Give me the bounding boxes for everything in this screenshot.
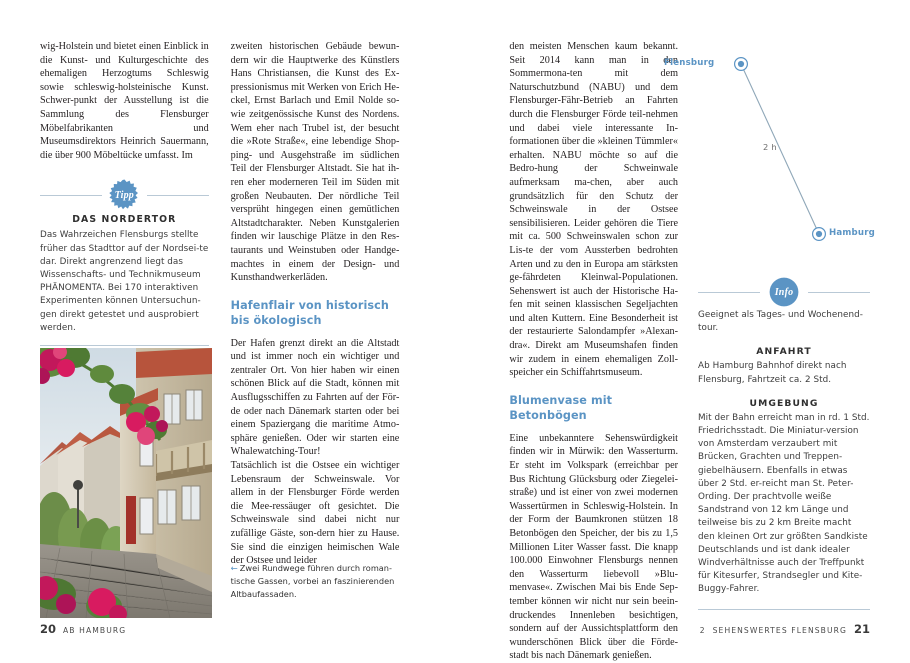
- col1-paragraph: wig-Holstein und bietet einen Einblick in die Kunst- und Kulturgeschichte des ehemaligen Herzogtums Schleswig sowie schleswig-holsteinische Kunst. Schwer-punkt der Ausstellung ist die Sammlung des Flensburger Möbelfabrikanten und Museumsdirektors Heinrich Sauermann, die über 900 Möbeltücke umfasst. Im: [40, 41, 209, 161]
- street-photo: [40, 348, 212, 618]
- info-intro-text: Geeignet als Tages- und Wochenend-tour.: [698, 310, 863, 334]
- route-map: [664, 44, 876, 249]
- destination-marker: [813, 228, 826, 241]
- route-map-graphic: [698, 44, 870, 249]
- tipp-badge-label: Tipp: [114, 189, 134, 201]
- route-duration-label: 2 h: [763, 142, 777, 152]
- column-one: [40, 40, 209, 608]
- chapter-number: 2: [699, 626, 706, 635]
- footer-left: [40, 622, 126, 636]
- tipp-box-title: DAS NORDERTOR: [72, 214, 177, 226]
- col3-paragraph-1: den meisten Menschen kaum bekannt. Seit 2014 kann man in den Sommermona-ten mit dem Naturschutzbund (NABU) und dem Flensburger-Fähr-Betrieb an Fahrten durch die Flensburger Förde teil-nehmen und dabei viele interessante In-formationen über die »kleinen Tümmler« erhalten. NABU möchte so auf die Bedro-hung der Schweinwale aufmerksam ma-chen, aber auch grundsätzlich für den Schutz der Schweinswale in der Ostsee sensibilisieren. Leider gehören die Tiere mit ca. 500 Schweinswalen schon zur Lis-te der vom Aussterben bedrohten Arten und zu den in Europa am stärksten ge-fährdeten Kleinwal-Populationen. Sehenswert ist auch der Historische Ha-fen mit seinen klassischen Segeljachten und alten Kuttern. Eine Besonderheit ist der restaurierte Salondampfer »Alexan-dra«. Direkt am Museumshafen finden wir zudem in einem ehemaligen Zoll-speicher ein Schiffahrtsmuseum.: [509, 41, 679, 379]
- runhead-left: AB HAMBURG: [63, 626, 127, 635]
- col2-paragraph-1: zweiten historischen Gebäude bewun-dern wir die Hauptwerke des Künstlers Hans Christiansen, die Kunst des Ex-pressionismus mit Werken von Erich He-ckel, Ernst Barlach und Emil Nolde so-wie zeitgenössische Kunst des Nordens. Wem eher nach Trubel ist, der besucht die »Rote Straße«, eine lebendige Shop-ping- und Ausgehstraße im südlichen Teil der Flensburger Altstadt. Sie hat ih-ren eher moderneren Teil im Süden mit großen Neubauten. Der nördliche Teil versprüht hingegen einen gemütlichen Altstadtcharakter. Neben Kunstgalerien finden wir lauschige Plätze in den Res-taurants und Weinstuben oder Handge-machtes in einem der Design- und Kunsthandwerkerläden.: [230, 41, 400, 284]
- divider-line-right: [808, 292, 870, 293]
- folio-left: 20: [40, 622, 57, 636]
- origin-marker: [735, 58, 748, 71]
- col3-paragraph-2: Eine unbekanntere Sehenswürdigkeit finden wir in Mürwik: den Wasserturm. Er steht im Volkspark (erreichbar per Bus Richtung Glücksburg oder Ziegelei-straße) und ist einer von zwei modernen Wassertürmen in Schleswig-Holstein. In der Form der Baumkronen stützen 18 Betonbögen den Speicher, der bis zu 1,5 Millionen Liter Wasser fasst. Die knapp 100.000 Einwohner Flensburgs nennen den Wasserturm liebevoll »Blu-menvase«. Zwischen Mai bis Ende Sep-tember können wir nicht nur sein beein-druckendes Innenleben besichtigen, sondern auf der Aussichtsplattform den wunderschönen Blick über die Förde-stadt bis nach Dänemark genießen.: [509, 432, 679, 662]
- photo-caption-text: Zwei Rundwege führen durch roman-tische Gassen, vorbei an faszinierenden Altbaufassaden.: [230, 563, 395, 599]
- tipp-box: [40, 178, 209, 346]
- route-destination-label: Hamburg: [829, 228, 876, 238]
- divider-line-right: [147, 195, 209, 196]
- tipp-box-body: Das Wahrzeichen Flensburgs stellte früher das Stadttor auf der Nordsei-te dar. Direkt angrenzend liegt das Wissenschafts- und Technikmuseum PHÄNOMENTA. Bei 170 interaktiven Experimenten können Untersuchun-gen direkt getestet und ausprobiert werden.: [40, 230, 209, 333]
- tipp-box-bottom-rule: [40, 345, 209, 346]
- column-two: [231, 40, 400, 608]
- street-photo-image: [40, 348, 212, 618]
- page-footer: [40, 608, 870, 648]
- heading-blumenvase: Blumenvase mit Betonbögen: [509, 393, 613, 422]
- route-line: [741, 64, 819, 234]
- column-four: [664, 40, 876, 608]
- col2-paragraph-3: Tatsächlich ist die Ostsee ein wichtiger Lebensraum der Schweinswale. Vor allem in der Flensburger Förde werden die Mee-ressäuger oft gesichtet. Die Schweinswale sind dabei nicht nur zufällige Gäste, son-dern hier zu Hause. Sie sind die einzigen heimischen Wale der Ostsee und leider: [230, 460, 400, 567]
- photo-caption: [231, 562, 403, 600]
- tipp-starburst-icon: [108, 179, 141, 212]
- info-anfahrt-body: Ab Hamburg Bahnhof direkt nach Flensburg, Fahrtzeit ca. 2 Std.: [698, 361, 847, 385]
- info-badge-label: Info: [774, 286, 794, 298]
- folio-right: 21: [853, 622, 870, 636]
- info-umgebung-body: Mit der Bahn erreicht man in rd. 1 Std. Friedrichsstadt. Die Miniatur-version von Amsterdam verzaubert mit Brücken, Grachten und Treppen-giebelhäusern. Ebenfalls in etwas über 2 Std. er-reicht man St. Peter-Ording. Der prachtvolle weiße Sandstrand von 12 km Länge und teilweise bis zu 2 km Breite macht den kleinen Ort zur größten Sandkiste Deutschlands und ist dank idealer Windverhältnisse auch der Treffpunkt für Kitesurfer, Strandsegler und Kite-Buggy-Fahrer.: [698, 412, 870, 595]
- divider-line-left: [698, 292, 760, 293]
- info-box: [698, 275, 870, 610]
- heading-hafenflair: Hafenflair von historisch bis ökologisch: [230, 298, 389, 327]
- tipp-badge-row: [40, 178, 209, 212]
- column-three: [509, 40, 679, 662]
- info-badge-row: [698, 275, 870, 309]
- col2-paragraph-2: Der Hafen grenzt direkt an die Altstadt und ist immer noch ein wichtiger und zentraler Ort. Von hier haben wir einen schönen Blick auf die Stadt, können mit Ausflugsschiffen zu Fahrten auf der För-de oder nach Dänemark starten oder bei einem Spaziergang die maritime Atmo-sphäre genießen. Oder wir starten eine Whalewatching-Tour!: [230, 337, 400, 458]
- info-anfahrt-title: ANFAHRT: [756, 346, 812, 358]
- info-circle-icon: [768, 276, 801, 309]
- divider-line-left: [40, 195, 102, 196]
- runhead-right: SEHENSWERTES FLENSBURG: [712, 626, 847, 635]
- left-arrow-icon: ←: [230, 564, 238, 574]
- info-umgebung-title: UMGEBUNG: [749, 397, 819, 409]
- photo-caption-block: [231, 562, 403, 600]
- route-origin-label: Flensburg: [664, 58, 715, 68]
- footer-right: [700, 622, 870, 636]
